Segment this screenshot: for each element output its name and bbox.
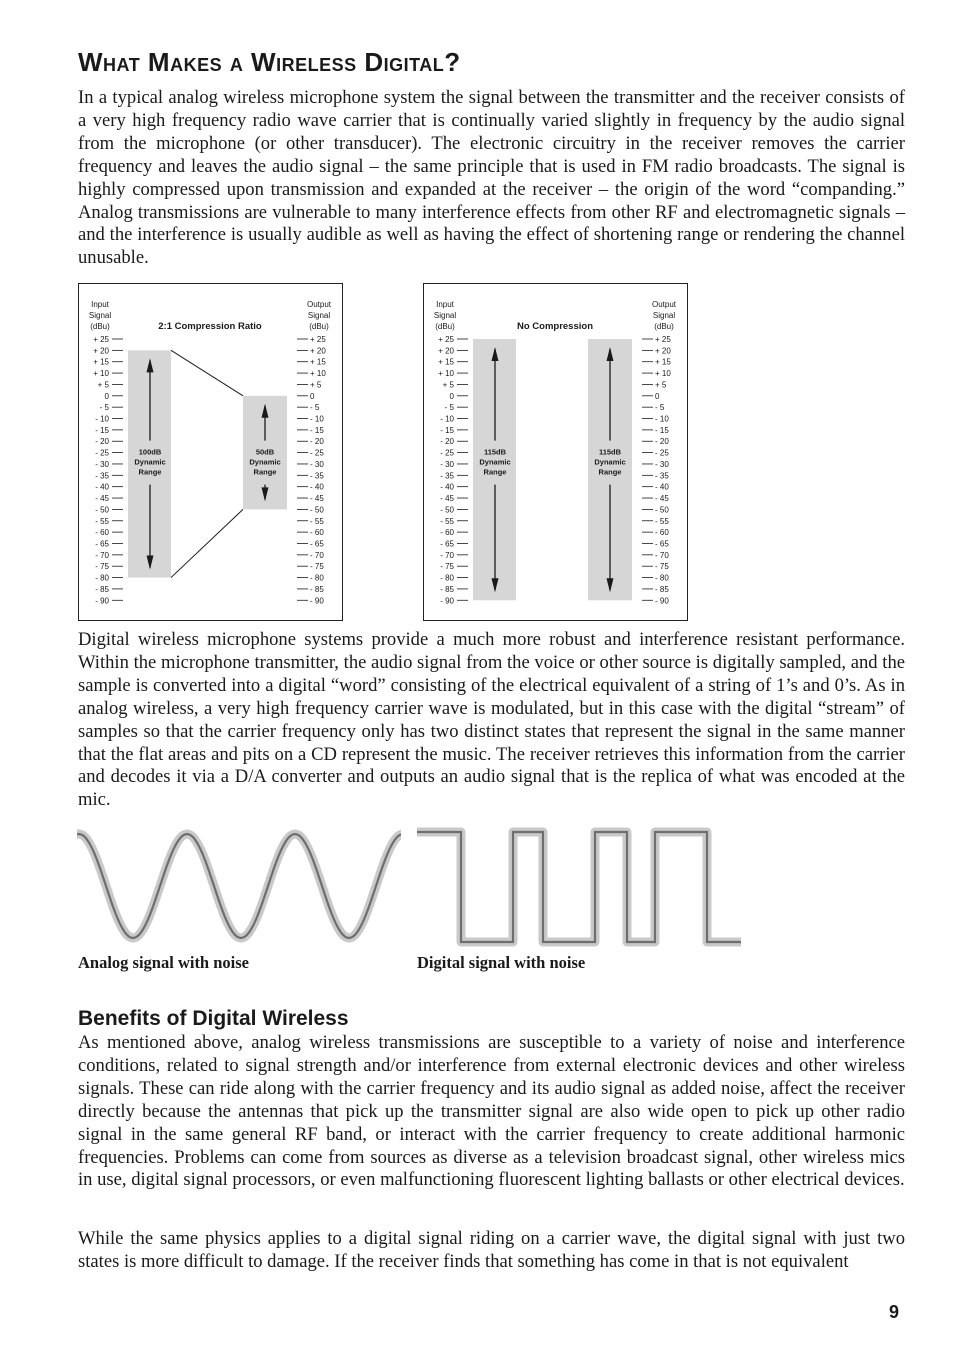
input-tick-label: - 5 bbox=[99, 403, 109, 413]
output-tick-label: - 75 bbox=[310, 562, 324, 572]
input-tick-label: - 35 bbox=[95, 471, 109, 481]
output-axis-label: Output bbox=[651, 300, 677, 309]
analog-sine-wave bbox=[77, 834, 401, 938]
page-number: 9 bbox=[889, 1302, 900, 1322]
diagram-title: No Compression bbox=[516, 321, 594, 332]
input-tick-label: - 45 bbox=[95, 494, 109, 504]
output-tick-label: - 30 bbox=[310, 459, 324, 469]
input-tick-label: - 20 bbox=[95, 437, 109, 447]
input-tick-label: - 50 bbox=[440, 505, 454, 515]
output-tick-label: - 10 bbox=[655, 414, 669, 424]
input-tick-label: - 25 bbox=[440, 448, 454, 458]
output-band-range-label: Range bbox=[598, 467, 622, 477]
input-axis-label: (dBu) bbox=[435, 322, 455, 331]
input-tick-label: - 20 bbox=[440, 437, 454, 447]
input-tick-label: - 30 bbox=[440, 459, 454, 469]
input-tick-label: - 40 bbox=[95, 482, 109, 492]
output-tick-label: - 80 bbox=[310, 573, 324, 583]
diagram-title: 2:1 Compression Ratio bbox=[158, 321, 262, 332]
output-tick-label: - 90 bbox=[655, 596, 669, 606]
output-tick-label: - 55 bbox=[310, 516, 324, 526]
output-tick-label: - 20 bbox=[655, 437, 669, 447]
output-tick-label: + 25 bbox=[310, 335, 326, 344]
input-tick-label: + 25 bbox=[438, 335, 454, 344]
input-tick-label: + 20 bbox=[93, 346, 109, 356]
input-tick-label: - 60 bbox=[95, 528, 109, 538]
output-tick-label: - 85 bbox=[310, 584, 324, 594]
output-tick-label: - 50 bbox=[310, 505, 324, 515]
input-tick-label: - 15 bbox=[440, 425, 454, 435]
input-tick-label: + 25 bbox=[93, 335, 109, 344]
output-tick-label: - 40 bbox=[655, 482, 669, 492]
output-tick-label: + 25 bbox=[655, 335, 671, 344]
output-tick-label: - 50 bbox=[655, 505, 669, 515]
input-tick-label: - 85 bbox=[95, 584, 109, 594]
digital-robustness-paragraph: While the same physics applies to a digital signal riding on a carrier wave, the digital signal with just two states is more difficult to damage. If the receiver finds that something has come in that is not equivalent bbox=[78, 1228, 905, 1272]
compression-connector-top bbox=[171, 350, 243, 395]
output-tick-label: - 45 bbox=[655, 494, 669, 504]
input-axis-label: Input bbox=[436, 300, 454, 309]
input-tick-label: - 10 bbox=[440, 414, 454, 424]
output-tick-label: + 20 bbox=[310, 346, 326, 356]
output-tick-label: - 75 bbox=[655, 562, 669, 572]
digital-wave-noise-halo bbox=[417, 832, 741, 942]
input-tick-label: - 70 bbox=[440, 550, 454, 560]
input-tick-label: - 75 bbox=[440, 562, 454, 572]
output-tick-label: - 90 bbox=[310, 596, 324, 606]
output-tick-label: + 15 bbox=[655, 357, 671, 367]
input-tick-label: - 50 bbox=[95, 505, 109, 515]
compression-connector-bottom bbox=[171, 509, 243, 577]
output-tick-label: - 10 bbox=[310, 414, 324, 424]
output-tick-label: + 10 bbox=[310, 369, 326, 379]
input-axis-label: Signal bbox=[88, 311, 112, 320]
output-axis-label: (dBu) bbox=[309, 322, 329, 331]
input-tick-label: - 90 bbox=[95, 596, 109, 606]
input-tick-label: - 15 bbox=[95, 425, 109, 435]
output-tick-label: + 15 bbox=[310, 357, 326, 367]
output-tick-label: - 45 bbox=[310, 494, 324, 504]
output-tick-label: - 60 bbox=[655, 528, 669, 538]
digital-wireless-paragraph: Digital wireless microphone systems provide a much more robust and interference resistant performance. Within the microphone transmitter, the audio signal from the voice or other source is digitally sampled, and the sample is converted into a digital “word” consisting of the electrical equivalent of a string of 1’s and 0’s. As in analog wireless, a very high frequency carrier wave is modulated, but in this case with the digital “stream” of samples so that the carrier frequency only has two distinct states that represent the signal in the same manner that the flat areas and pits on a CD represent the music. The receiver retrieves this information from the carrier and decodes it via a D/A converter and outputs an audio signal that is the replica of what was encoded at the mic. bbox=[78, 629, 905, 811]
input-tick-label: + 10 bbox=[93, 369, 109, 379]
input-tick-label: - 65 bbox=[95, 539, 109, 549]
analog-wave-caption: Analog signal with noise bbox=[78, 953, 249, 972]
analog-wave-figure bbox=[77, 824, 401, 948]
input-tick-label: - 85 bbox=[440, 584, 454, 594]
output-tick-label: + 20 bbox=[655, 346, 671, 356]
output-tick-label: - 5 bbox=[310, 403, 320, 413]
analog-wave-noise-halo bbox=[77, 834, 401, 938]
output-tick-label: - 40 bbox=[310, 482, 324, 492]
input-band-range-label: Dynamic bbox=[479, 457, 511, 467]
digital-wave-figure bbox=[417, 824, 741, 948]
output-tick-label: - 15 bbox=[310, 425, 324, 435]
output-tick-label: - 30 bbox=[655, 459, 669, 469]
input-tick-label: - 10 bbox=[95, 414, 109, 424]
compression-diagram-graphic bbox=[79, 284, 342, 620]
input-tick-label: - 60 bbox=[440, 528, 454, 538]
output-tick-label: - 70 bbox=[655, 550, 669, 560]
input-tick-label: + 5 bbox=[442, 380, 454, 390]
output-tick-label: 0 bbox=[310, 391, 315, 401]
input-tick-label: - 5 bbox=[444, 403, 454, 413]
input-axis-label: Signal bbox=[433, 311, 457, 320]
input-band-range-label: 115dB bbox=[483, 447, 507, 457]
output-tick-label: - 15 bbox=[655, 425, 669, 435]
input-tick-label: - 80 bbox=[440, 573, 454, 583]
output-tick-label: + 5 bbox=[310, 380, 322, 390]
output-axis-label: Signal bbox=[652, 311, 676, 320]
input-tick-label: + 5 bbox=[97, 380, 109, 390]
input-tick-label: 0 bbox=[449, 391, 454, 401]
output-tick-label: + 5 bbox=[655, 380, 667, 390]
compression-diagram bbox=[78, 283, 343, 621]
output-tick-label: - 35 bbox=[310, 471, 324, 481]
input-tick-label: - 70 bbox=[95, 550, 109, 560]
input-tick-label: - 25 bbox=[95, 448, 109, 458]
input-tick-label: - 40 bbox=[440, 482, 454, 492]
output-tick-label: + 10 bbox=[655, 369, 671, 379]
output-band-range-label: Dynamic bbox=[594, 457, 626, 467]
input-band-range-label: Dynamic bbox=[134, 457, 166, 467]
input-tick-label: - 55 bbox=[440, 516, 454, 526]
input-tick-label: + 15 bbox=[93, 357, 109, 367]
output-tick-label: - 65 bbox=[310, 539, 324, 549]
digital-wave-caption: Digital signal with noise bbox=[417, 953, 586, 972]
output-band-range-label: 50dB bbox=[255, 447, 275, 457]
input-axis-label: (dBu) bbox=[90, 322, 110, 331]
output-tick-label: - 65 bbox=[655, 539, 669, 549]
digital-square-wave bbox=[417, 832, 741, 942]
section-heading: Benefits of Digital Wireless bbox=[78, 1007, 349, 1030]
input-band-range-label: 100dB bbox=[138, 447, 162, 457]
page-title: What Makes a Wireless Digital? bbox=[78, 47, 461, 77]
output-tick-label: - 55 bbox=[655, 516, 669, 526]
output-tick-label: - 35 bbox=[655, 471, 669, 481]
output-tick-label: - 85 bbox=[655, 584, 669, 594]
input-band-range-label: Range bbox=[483, 467, 507, 477]
output-band-range-label: Dynamic bbox=[249, 457, 281, 467]
input-tick-label: - 45 bbox=[440, 494, 454, 504]
input-tick-label: - 90 bbox=[440, 596, 454, 606]
input-tick-label: - 65 bbox=[440, 539, 454, 549]
output-tick-label: 0 bbox=[655, 391, 660, 401]
input-band-range-label: Range bbox=[138, 467, 162, 477]
output-axis-label: Signal bbox=[307, 311, 331, 320]
input-tick-label: + 10 bbox=[438, 369, 454, 379]
output-axis-label: (dBu) bbox=[654, 322, 674, 331]
benefits-paragraph: As mentioned above, analog wireless transmissions are susceptible to a variety of noise and interference conditions, related to signal strength and/or interference from external electronic devices and other wireless signals. These can ride along with the carrier frequency and its audio signal as added noise, affect the receiver directly because the antennas that pick up the transmitter signal are also wide open to pick up other radio signal in the same general RF band, or interact with the carrier frequency to create additional harmonic frequencies. Problems can come from sources as diverse as a television broadcast signal, other wireless mics in use, digital signal processors, or even malfunctioning fluorescent lighting ballasts or other electrical devices. bbox=[78, 1032, 905, 1191]
output-band-range-label: Range bbox=[253, 467, 277, 477]
output-tick-label: - 25 bbox=[655, 448, 669, 458]
output-tick-label: - 60 bbox=[310, 528, 324, 538]
input-tick-label: - 55 bbox=[95, 516, 109, 526]
input-tick-label: - 75 bbox=[95, 562, 109, 572]
input-tick-label: 0 bbox=[104, 391, 109, 401]
input-tick-label: + 20 bbox=[438, 346, 454, 356]
output-axis-label: Output bbox=[306, 300, 332, 309]
no-compression-diagram-graphic bbox=[424, 284, 687, 620]
input-tick-label: - 80 bbox=[95, 573, 109, 583]
output-tick-label: - 25 bbox=[310, 448, 324, 458]
intro-paragraph: In a typical analog wireless microphone system the signal between the transmitter and the receiver consists of a very high frequency radio wave carrier that is continually varied slightly in frequency by the audio signal from the microphone (or other transducer). The electronic circuitry in the receiver removes the carrier frequency and leaves the audio signal – the same principle that is used in FM radio broadcasts. The signal is highly compressed upon transmission and expanded at the receiver – the origin of the word “companding.” Analog transmissions are vulnerable to many interference effects from other RF and electromagnetic signals – and the interference is usually audible as well as having the effect of shortening range or rendering the channel unusable. bbox=[78, 87, 905, 269]
output-band-range-label: 115dB bbox=[598, 447, 622, 457]
output-tick-label: - 70 bbox=[310, 550, 324, 560]
no-compression-diagram bbox=[423, 283, 688, 621]
input-tick-label: - 35 bbox=[440, 471, 454, 481]
input-tick-label: + 15 bbox=[438, 357, 454, 367]
input-axis-label: Input bbox=[91, 300, 109, 309]
output-tick-label: - 20 bbox=[310, 437, 324, 447]
input-tick-label: - 30 bbox=[95, 459, 109, 469]
output-tick-label: - 80 bbox=[655, 573, 669, 583]
output-tick-label: - 5 bbox=[655, 403, 665, 413]
